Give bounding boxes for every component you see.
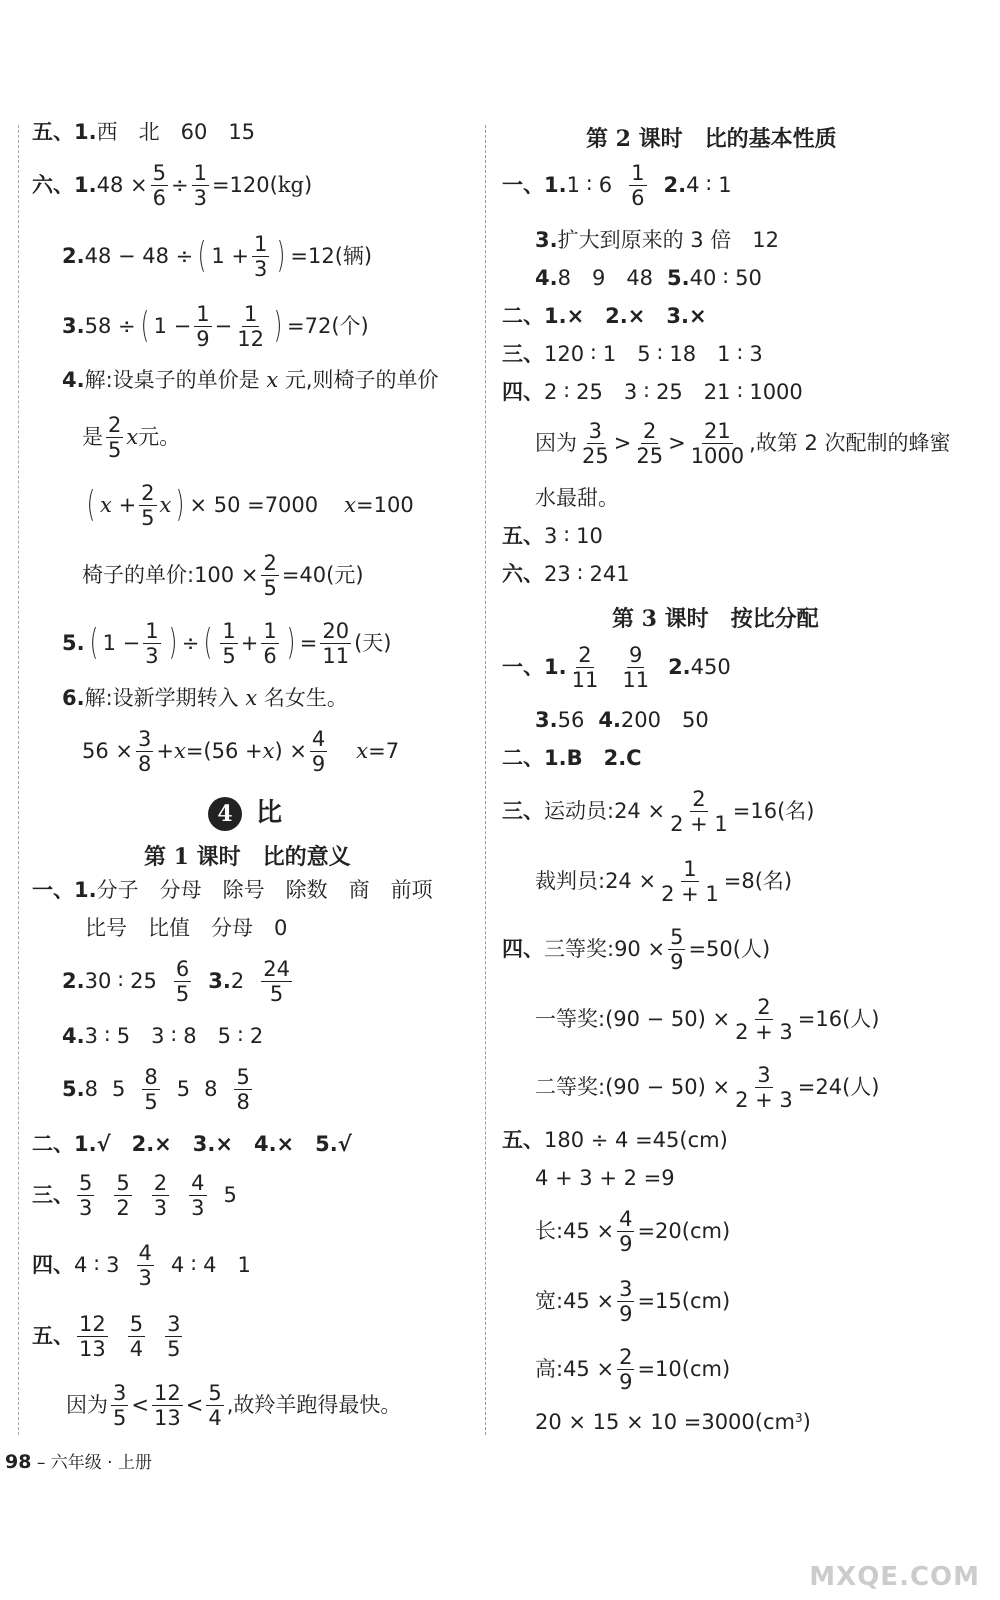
l3-s3-b: 裁判员:24 × $\frac{1}{2 + 1}$ =8(名)	[535, 857, 793, 907]
l3-s5: 五、 180 ÷ 4 =45(cm)	[502, 1128, 728, 1152]
left-s6-q4-chair: 椅子的单价:100 × $\frac{2}{5}$ =40(元)	[82, 551, 364, 601]
l2-s4: 四、 2 ∶ 25 3 ∶ 25 21 ∶ 1000	[502, 380, 803, 404]
l3-s3-a: 三、 运动员:24 × $\frac{2}{2 + 1}$ =16(名)	[502, 787, 815, 837]
l1-s1-q5: 5. 8 5 8 5 5 8 5 8	[62, 1065, 250, 1115]
left-s6-q6-eq: 56 × $\frac{3}{8}$ + x =(56 + x ) × $\frac{4}{9}$ x =7	[82, 727, 400, 777]
watermark: MXQE.COM	[809, 1562, 980, 1592]
left-s6-q4-cont: 是 2 5 x 元。	[82, 413, 181, 463]
l3-s4-c: 二等奖:(90 − 50) × $\frac{3}{2 + 3}$ =24(人)	[535, 1063, 880, 1113]
unit-number-badge: 4	[208, 797, 242, 831]
l3-s5-vol: 20 × 15 × 10 =3000(cm $^3$ )	[535, 1410, 811, 1434]
left-margin-line	[18, 125, 19, 1435]
left-s6-q1: 六、 1. 48 × $\frac{5}{6}$ ÷ $\frac{1}{3}$ =120( kg )	[32, 161, 313, 211]
grade-label: 六年级 · 上册	[50, 1453, 152, 1473]
l2-s4-cont: 水最甜。	[535, 486, 619, 510]
l3-s4-a: 四、 三等奖:90 × $\frac{5}{9}$ =50(人)	[502, 925, 771, 975]
left-s6-q2: 2. 48 − 48 ÷ ( 1 + $\frac{1}{3}$ ) =12(辆)	[62, 232, 373, 282]
page-footer: 98 – 六年级 · 上册	[5, 1451, 152, 1473]
unit-heading: 4 比	[208, 792, 282, 831]
l1-s1-q4: 4. 3 ∶ 5 3 ∶ 8 5 ∶ 2	[62, 1024, 264, 1048]
l1-s3: 三、 5 3 5 2 2 3 4 3 5	[32, 1171, 237, 1221]
l2-s2: 二、 1.× 2.× 3.×	[502, 304, 707, 328]
l3-s4-b: 一等奖:(90 − 50) × $\frac{2}{2 + 3}$ =16(人)	[535, 995, 880, 1045]
l1-s2: 二、 1.√ 2.× 3.× 4.× 5.√	[32, 1132, 352, 1156]
left-s6-q4: 4. 解:设桌子的单价是 x 元,则椅子的单价	[62, 368, 439, 392]
l1-s5: 五、 12 13 5 4 3 5	[32, 1312, 181, 1362]
l2-s1-q4: 4. 8 9 48 5. 40 ∶ 50	[535, 266, 762, 290]
l1-s1-q1-cont: 比号 比值 分母 0	[85, 916, 288, 940]
l2-s4-because: 因为 3 25 > 2 25 > 21 1000 ,故第 2 次配制的蜂蜜	[535, 419, 951, 469]
l3-s5-wid: 宽:45 × $\frac{3}{9}$ =15(cm)	[535, 1277, 731, 1327]
lesson2-title: 第 2 课时 比的基本性质	[586, 126, 837, 152]
l3-s1-q1: 一、 1. 2 11 9 11 2. 450	[502, 643, 731, 693]
l2-s6: 六、 23 ∶ 241	[502, 562, 630, 586]
left-s6-q5: 5. ( 1 − $\frac{1}{3}$ ) ÷ ( 1 5 + $\frac{1}{6}$ ) = $\frac{20}{11}$ (天)	[62, 619, 392, 669]
l1-s4: 四、 4 ∶ 3 4 3 4 ∶ 4 1	[32, 1241, 251, 1291]
left-s5-q1: 五、 1. 西 北 60 15	[32, 120, 256, 144]
l1-s5-because: 因为 3 5 < 12 13 < 5 4 ,故羚羊跑得最快。	[66, 1381, 402, 1431]
l1-s1-q1: 一、 1. 分子 分母 除号 除数 商 前项	[32, 878, 433, 902]
lesson3-title: 第 3 课时 按比分配	[612, 606, 819, 632]
left-s6-q6: 6. 解:设新学期转入 x 名女生。	[62, 686, 348, 710]
left-s6-q3: 3. 58 ÷ ( 1 − $\frac{1}{9}$ − $\frac{1}{12}$ ) =72(个)	[62, 302, 369, 352]
l1-s1-q2: 2. 30 ∶ 25 6 5 3. 2 24 5	[62, 957, 290, 1007]
column-divider	[485, 125, 486, 1435]
l3-s5-sum: 4 + 3 + 2 =9	[535, 1166, 675, 1190]
lesson1-title: 第 1 课时 比的意义	[144, 844, 351, 870]
l2-s1-q3: 3. 扩大到原来的 3 倍 12	[535, 228, 780, 252]
l3-s5-hei: 高:45 × $\frac{2}{9}$ =10(cm)	[535, 1345, 731, 1395]
l2-s3: 三、 120 ∶ 1 5 ∶ 18 1 ∶ 3	[502, 342, 763, 366]
l3-s5-len: 长:45 × $\frac{4}{9}$ =20(cm)	[535, 1207, 731, 1257]
left-s6-q4-eq: ( x + $\frac{2}{5}$ x ) × 50 =7000 x =100	[86, 481, 414, 531]
page-number: 98	[5, 1451, 32, 1473]
l3-s1-q3: 3. 56 4. 200 50	[535, 708, 709, 732]
l2-s5: 五、 3 ∶ 10	[502, 524, 603, 548]
l2-s1-q1: 一、 1. 1 ∶ 6 1 6 2. 4 ∶ 1	[502, 161, 732, 211]
l3-s2: 二、 1.B 2.C	[502, 746, 642, 770]
